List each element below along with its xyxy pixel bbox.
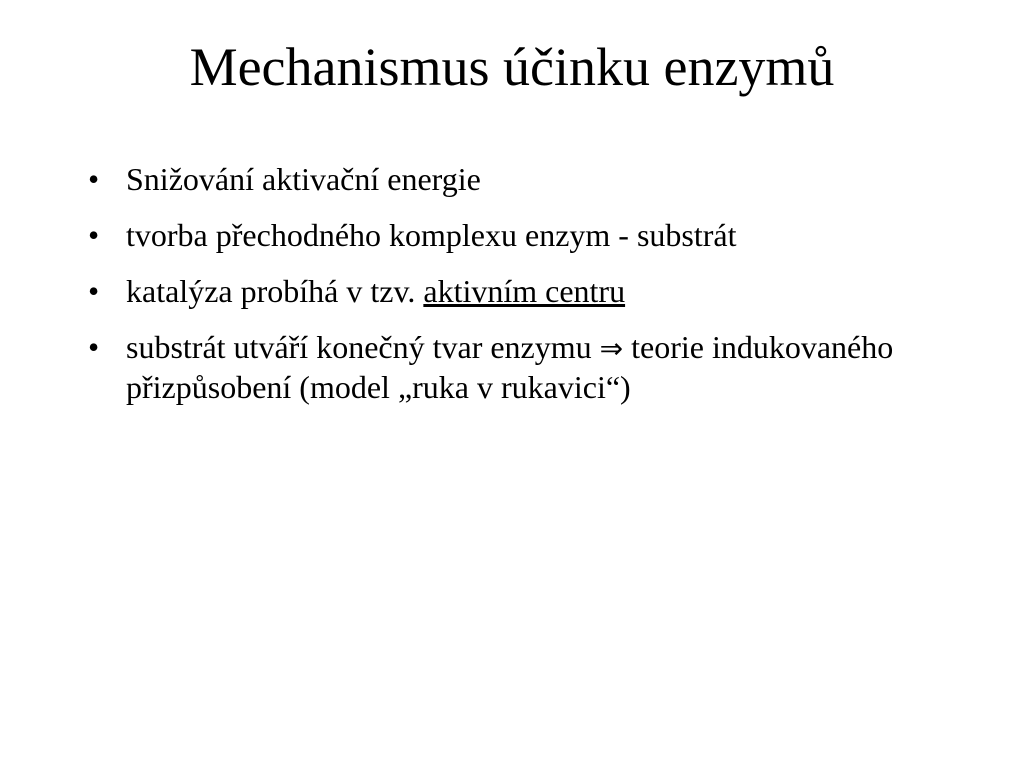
bullet-text-continued: teorie indukovaného přizpůsobení (model „ruka v rukavici“) — [126, 329, 894, 405]
bullet-item-activation-energy — [88, 160, 938, 199]
implies-arrow-icon: ⇒ — [599, 332, 624, 365]
bullet-icon: • — [88, 161, 100, 197]
bullet-list — [88, 160, 938, 424]
bullet-text: katalýza probíhá v tzv. — [126, 273, 424, 309]
slide-title: Mechanismus účinku enzymů — [189, 37, 835, 97]
bullet-item-induced-fit — [88, 328, 938, 407]
active-site-link[interactable]: aktivním centru — [423, 273, 626, 309]
bullet-item-active-site — [88, 272, 938, 311]
bullet-text: substrát utváří konečný tvar enzymu — [126, 329, 600, 365]
bullet-icon: • — [88, 273, 100, 309]
bullet-text: Snižování aktivační energie — [126, 161, 481, 197]
bullet-text: tvorba přechodného komplexu enzym - substrát — [126, 217, 737, 253]
bullet-item-transition-complex — [88, 216, 938, 255]
bullet-icon: • — [88, 329, 100, 365]
bullet-icon: • — [88, 217, 100, 253]
